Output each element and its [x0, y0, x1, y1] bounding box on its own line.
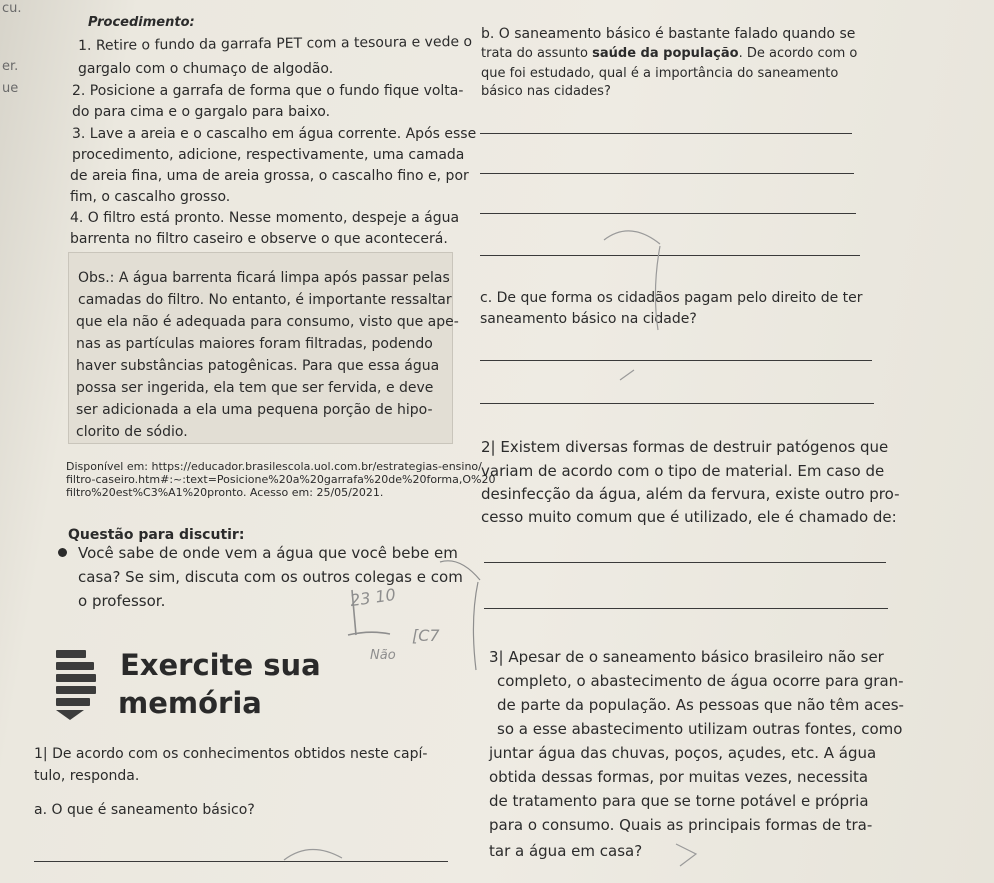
obs-line: haver substâncias patogênicas. Para que essa água	[76, 358, 440, 374]
answer-line	[480, 403, 874, 404]
answer-line	[484, 562, 886, 563]
q1b-line: trata do assunto saúde da população. De acordo com o	[481, 46, 858, 61]
handwritten-word: Não	[370, 648, 396, 663]
edge-fragment: ue	[2, 81, 19, 96]
source-line: filtro%20est%C3%A1%20pronto. Acesso em: 25/05/2021.	[66, 486, 384, 499]
q1c-line: c. De que forma os cidadãos pagam pelo direito de ter	[480, 290, 863, 306]
bullet-icon	[58, 548, 67, 557]
q2-line: cesso muito comum que é utilizado, ele é chamado de:	[481, 508, 897, 526]
q2-line: 2| Existem diversas formas de destruir patógenos que	[481, 438, 889, 456]
q2-line: desinfecção da água, além da fervura, existe outro pro-	[481, 485, 900, 503]
answer-line	[34, 861, 448, 862]
q3-line: obtida dessas formas, por muitas vezes, necessita	[489, 768, 869, 786]
procedure-line: 3. Lave a areia e o cascalho em água corrente. Após esse	[72, 126, 477, 142]
procedure-line: barrenta no filtro caseiro e observe o que acontecerá.	[70, 231, 448, 247]
discussion-heading: Questão para discutir:	[68, 527, 245, 543]
procedure-line: 1. Retire o fundo da garrafa PET com a tesoura e vede o	[78, 33, 473, 54]
q3-line: de tratamento para que se torne potável e própria	[489, 792, 869, 810]
source-line: filtro-caseiro.htm#:~:text=Posicione%20a%20garrafa%20de%20forma,O%20	[66, 473, 496, 486]
pencil-scribble	[280, 838, 360, 868]
procedure-line: de areia fina, uma de areia grossa, o cascalho fino e, por	[70, 168, 469, 184]
pencil-scribble	[670, 840, 710, 870]
q1b-line: b. O saneamento básico é bastante falado quando se	[481, 26, 856, 42]
procedure-line: 4. O filtro está pronto. Nesse momento, despeje a água	[70, 210, 460, 226]
handwritten-mark: [C7	[412, 626, 440, 645]
obs-line: clorito de sódio.	[76, 424, 188, 440]
procedure-line: fim, o cascalho grosso.	[70, 189, 231, 205]
edge-fragment: er.	[2, 59, 19, 74]
q1-intro-line: tulo, responda.	[34, 768, 140, 784]
q1c-line: saneamento básico na cidade?	[480, 311, 697, 327]
procedure-line: 2. Posicione a garrafa de forma que o fundo fique volta-	[72, 83, 464, 99]
procedure-heading: Procedimento:	[88, 15, 195, 30]
procedure-line: gargalo com o chumaço de algodão.	[78, 61, 334, 77]
discussion-line: o professor.	[78, 592, 166, 610]
q3-line: so a esse abastecimento utilizam outras fontes, como	[497, 720, 903, 738]
q2-line: variam de acordo com o tipo de material. Em caso de	[481, 462, 885, 480]
answer-line	[484, 608, 888, 609]
q3-line: 3| Apesar de o saneamento básico brasileiro não ser	[489, 648, 884, 666]
obs-line: Obs.: A água barrenta ficará limpa após passar pelas	[78, 270, 450, 286]
obs-line: possa ser ingerida, ela tem que ser fervida, e deve	[76, 380, 434, 396]
q3-line: de parte da população. As pessoas que não têm aces-	[497, 696, 904, 714]
obs-line: que ela não é adequada para consumo, visto que ape-	[76, 314, 459, 330]
obs-line: nas as partículas maiores foram filtradas, podendo	[76, 336, 433, 352]
procedure-line: procedimento, adicione, respectivamente, uma camada	[72, 147, 465, 163]
q3-line: para o consumo. Quais as principais formas de tra-	[489, 816, 873, 834]
obs-line: camadas do filtro. No entanto, é importante ressaltar	[78, 292, 452, 308]
exercise-title-line2: memória	[118, 686, 262, 720]
procedure-line: do para cima e o gargalo para baixo.	[72, 104, 331, 120]
pencil-scribble	[330, 550, 490, 690]
handwritten-number: 23 10	[348, 584, 397, 611]
exercise-title-line1: Exercite sua	[120, 648, 321, 682]
q3-line: juntar água das chuvas, poços, açudes, etc. A água	[489, 744, 877, 762]
answer-line	[480, 213, 856, 214]
q1b-line: que foi estudado, qual é a importância do saneamento	[481, 66, 839, 81]
book-icon	[50, 650, 102, 722]
q1b-line: básico nas cidades?	[481, 84, 611, 99]
q3-line: completo, o abastecimento de água ocorre para gran-	[497, 672, 904, 690]
pencil-scribble	[600, 220, 680, 400]
q1a-question: a. O que é saneamento básico?	[34, 802, 255, 818]
q3-line: tar a água em casa?	[489, 842, 643, 860]
answer-line	[480, 133, 852, 134]
obs-line: ser adicionada a ela uma pequena porção de hipo-	[76, 402, 433, 418]
answer-line	[480, 173, 854, 174]
discussion-line: Você sabe de onde vem a água que você bebe em	[78, 544, 458, 562]
q1-intro-line: 1| De acordo com os conhecimentos obtidos neste capí-	[34, 746, 428, 762]
discussion-line: casa? Se sim, discuta com os outros colegas e com	[78, 568, 463, 586]
edge-fragment: cu.	[2, 1, 22, 16]
source-line: Disponível em: https://educador.brasilescola.uol.com.br/estrategias-ensino/	[66, 460, 482, 473]
